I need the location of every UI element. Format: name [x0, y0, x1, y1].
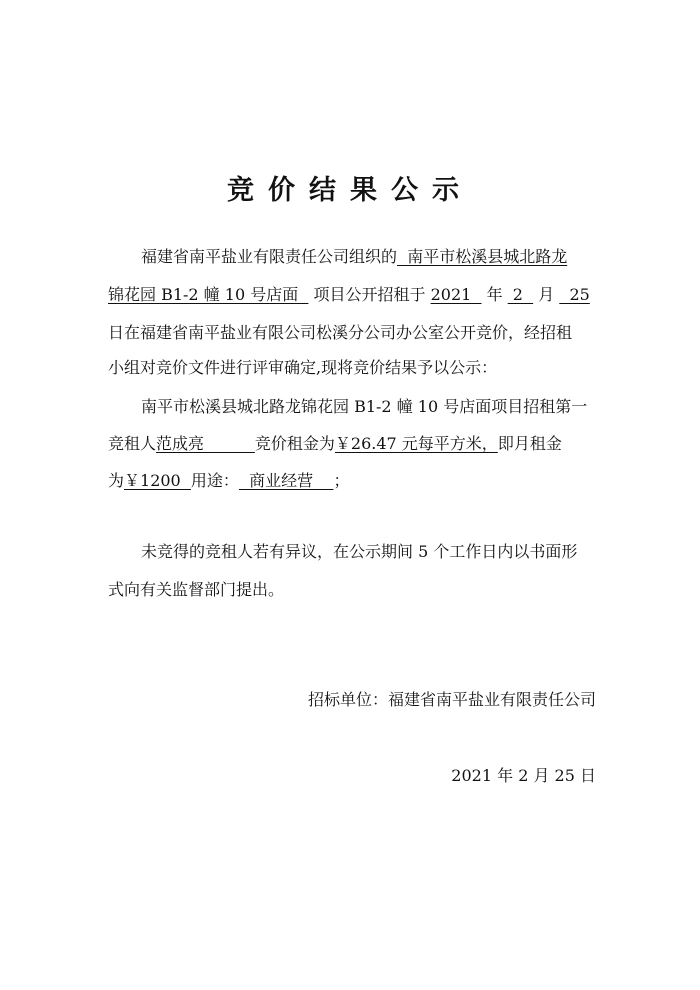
para1-line4: 小组对竞价文件进行评审确定,现将竞价结果予以公示： — [108, 358, 498, 377]
para3-line2: 式向有关监督部门提出。 — [108, 580, 285, 599]
usage-value: 商业经营 — [238, 471, 334, 490]
tender-text: 项目公开招租于 — [308, 285, 431, 304]
usage-label: 用途： — [190, 471, 239, 490]
project-location-cont: 锦花园 B1-2 幢 10 号店面 — [108, 285, 309, 304]
project-location: 南平市松溪县城北路龙 — [397, 247, 568, 266]
para1-line3: 日在福建省南平盐业有限公司松溪分公司办公室公开竞价，经招租 — [108, 323, 573, 342]
tender-year: 2021 — [430, 285, 482, 304]
para2-line2 — [108, 434, 600, 454]
page-title: 竞价结果公示 — [227, 175, 473, 206]
para1-line1 — [141, 247, 633, 267]
tender-month: 2 — [507, 285, 534, 304]
bid-price: ￥26.47 元每平方米， — [334, 434, 498, 453]
para1-line2 — [108, 285, 600, 305]
organizer-text: 福建省南平盐业有限责任公司组织的 — [141, 247, 398, 266]
para2-line3 — [108, 471, 600, 491]
para3-line1: 未竞得的竞租人若有异议，在公示期间 5 个工作日内以书面形 — [141, 542, 578, 561]
bidder-label: 竞租人 — [108, 434, 157, 453]
issuer-signature: 招标单位：福建省南平盐业有限责任公司 — [307, 690, 596, 709]
month-label: 月 — [533, 285, 560, 304]
bidder-name: 范成亮 — [156, 434, 255, 453]
line-end: ； — [333, 471, 350, 490]
monthly-rent: ￥1200 — [124, 471, 191, 490]
tender-day: 25 — [559, 285, 590, 304]
monthly-rent-label: 即月租金 — [497, 434, 562, 453]
year-label: 年 — [481, 285, 508, 304]
para2-line1: 南平市松溪县城北路龙锦花园 B1-2 幢 10 号店面项目招租第一 — [141, 397, 588, 416]
rent-prefix: 为 — [108, 471, 125, 490]
issue-date: 2021 年 2 月 25 日 — [451, 766, 596, 785]
price-label: 竞价租金为 — [254, 434, 335, 453]
